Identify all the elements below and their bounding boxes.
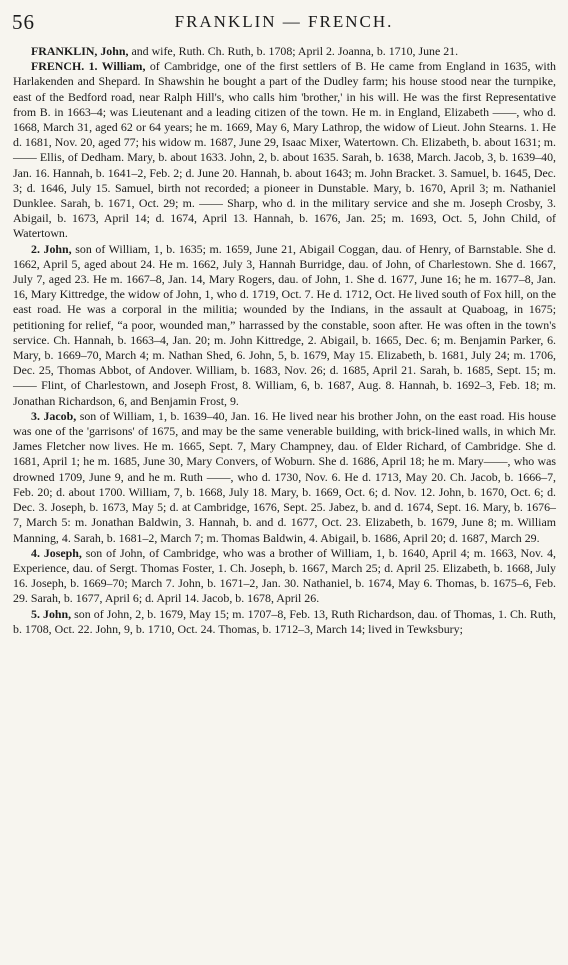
entry-heading: FRANKLIN, John, — [31, 44, 129, 58]
entry-french-john — [13, 242, 556, 409]
page-number: 56 — [12, 10, 35, 34]
entry-text: of Cambridge, one of the first settlers of B. He came from England in 1635, with Harlakenden and Shepard. In Shawshin he bought a part of the Dudley farm; his house stood near the turnpike, east of the Bedford road, near Ralph Hill's, who calls him 'brother,' in his will. He was the first Representative from B. in 1663–4; was Lieutenant and a leading citizen of the town. He m. in England, Elizabeth ——, who d. 1668, March 31, aged 62 or 64 years; he m. 1669, May 6, Mary Lathrop, the widow of Lieut. John Stearns. 1. He d. 1681, Nov. 20, aged 77; his widow m. 1687, June 29, Isaac Mixer, Watertown. Ch. Elizabeth, b. about 1631; m. —— Ellis, of Dedham. Mary, b. about 1633. John, 2, b. about 1635. Sarah, b. 1638, March. Jacob, 3, b. 1639–40, Jan. 16. Hannah, b. 1641–2, Feb. 2; d. June 20. Hannah, b. about 1643; m. John Bracket. 3. Samuel, b. 1645, Dec. 3; d. 1646, July 15. Samuel, birth not recorded; a pioneer in Dunstable. Mary, b. 1670, April 3; m. Nathaniel Dunklee. Sarah, b. 1671, Oct. 29; m. —— Sharp, who d. in the military service and she m. Joseph Crosby, 3. Abigail, b. 1673, April 14; d. 1674, April 13. Hannah, b. 1676, Jan. 25; m. 1693, Oct. 5, John Child, of Watertown. — [13, 59, 556, 241]
entry-text: son of John, 2, b. 1679, May 15; m. 1707–8, Feb. 13, Ruth Richardson, dau. of Thomas, 1. Ch. Ruth, b. 1708, Oct. 22. John, 9, b. 1710, Oct. 24. Thomas, b. 1712–3, March 14; lived in Tewksbury; — [13, 606, 556, 636]
entry-heading: 4. Joseph, — [31, 545, 82, 560]
entry-franklin-john — [13, 44, 556, 59]
page-header — [0, 8, 568, 34]
entry-text: and wife, Ruth. Ch. Ruth, b. 1708; April 2. Joanna, b. 1710, June 21. — [128, 44, 459, 58]
entry-text: son of John, of Cambridge, who was a brother of William, 1, b. 1640, April 4; m. 1663, Nov. 4, Experience, dau. of Sergt. Thomas Foster, 1. Ch. Joseph, b. 1667, March 25; d. April 25. Elizabeth, b. 1668, July 16. Joseph, b. 1669–70; March 7. John, b. 1671–2, Jan. 30. Nathaniel, b. 1674, May 6. Thomas, b. 1675–6, Feb. 29. Sarah, b. 1677, April 6; d. April 14. Jacob, b. 1678, April 26. — [13, 545, 556, 606]
entry-french-william — [13, 59, 556, 241]
entry-heading: 3. Jacob, — [31, 408, 77, 423]
running-title: FRANKLIN — FRENCH. — [174, 12, 394, 31]
entry-heading: FRENCH. 1. William, — [31, 59, 146, 74]
entry-french-joseph — [13, 546, 556, 607]
entry-text: son of William, 1, b. 1639–40, Jan. 16. He lived near his brother John, on the east road. His house was one of the 'garrisons' of 1675, and may be the same venerable building, with brick-lined walls, in which Mr. James Fletcher now lives. He m. 1665, Sept. 7, Mary Champney, dau. of Elder Richard, of Cambridge. She d. 1681, April 1; he m. 1685, June 30, Mary Convers, of Woburn. She d. 1686, April 18; he m. Mary——, who was drowned 1709, June 9, and he m. Ruth ——, who d. 1730, Nov. 6. He d. 1713, May 20. Ch. Jacob, b. 1666–7, Feb. 20; d. about 1700. William, 7, b. 1668, July 18. Mary, b. 1669, Oct. 6; d. Nov. 12. John, b. 1670, Oct. 6; d. Dec. 3. Joseph, b. 1673, May 5; d. at Cambridge, 1676, Sept. 25. Jabez, b. and d. 1674, Sept. 16. Mary, b. 1676–7, March 5: m. Jonathan Baldwin, 3. Hannah, b. and d. 1677, Oct. 23. Elizabeth, b. 1679, June 8; m. William Manning, 4. Sarah, b. 1681–2, March 7; m. Thomas Baldwin, 4. Abigail, b. 1686, April 20; d. 1687, March 29. — [13, 408, 556, 545]
entry-french-john-2 — [13, 607, 556, 637]
entry-text: son of William, 1, b. 1635; m. 1659, June 21, Abigail Coggan, dau. of Henry, of Barnstable. She d. 1662, April 5, aged about 24. He m. 1662, July 3, Hannah Burridge, dau. of John, of Charlestown. She d. 1667, July 7, aged 23. He m. 1667–8, Jan. 14, Mary Rogers, dau. of John, 1. She d. 1677, June 16; he m. 1677–8, Jan. 16, Mary Kittredge, the widow of John, 1, who d. 1719, Oct. 7. He d. 1712, Oct. He lived south of Fox hill, on the east road. He was a corporal in the militia; wounded by the Indians, in the assault at Quaboag, in 1675; petitioning for relief, “a poor, wounded man,” harrassed by the constable, soon after. He was often in the town's service. Ch. Hannah, b. 1663–4, Jan. 20; m. John Kittredge, 2. Abigail, b. 1665, Dec. 6; m. Benjamin Parker, 6. Mary, b. 1669–70, March 4; m. Nathan Shed, 6. John, 5, b. 1679, May 15. Elizabeth, b. 1681, July 24; m. 1706, Dec. 25, Thomas Abbot, of Andover. William, b. 1683, Nov. 26; d. 1685, April 21. Sarah, b. 1685, Sept. 15; m. —— Flint, of Charlestown, and Joseph Frost, 8. William, 6, b. 1687, Aug. 8. Hannah, b. 1692–3, Feb. 18; m. Jonathan Richardson, 6, and Benjamin Frost, 9. — [13, 241, 556, 408]
entry-french-jacob — [13, 409, 556, 546]
genealogy-text — [13, 44, 556, 637]
entry-heading: 2. John, — [31, 241, 72, 256]
entry-heading: 5. John, — [31, 606, 72, 621]
